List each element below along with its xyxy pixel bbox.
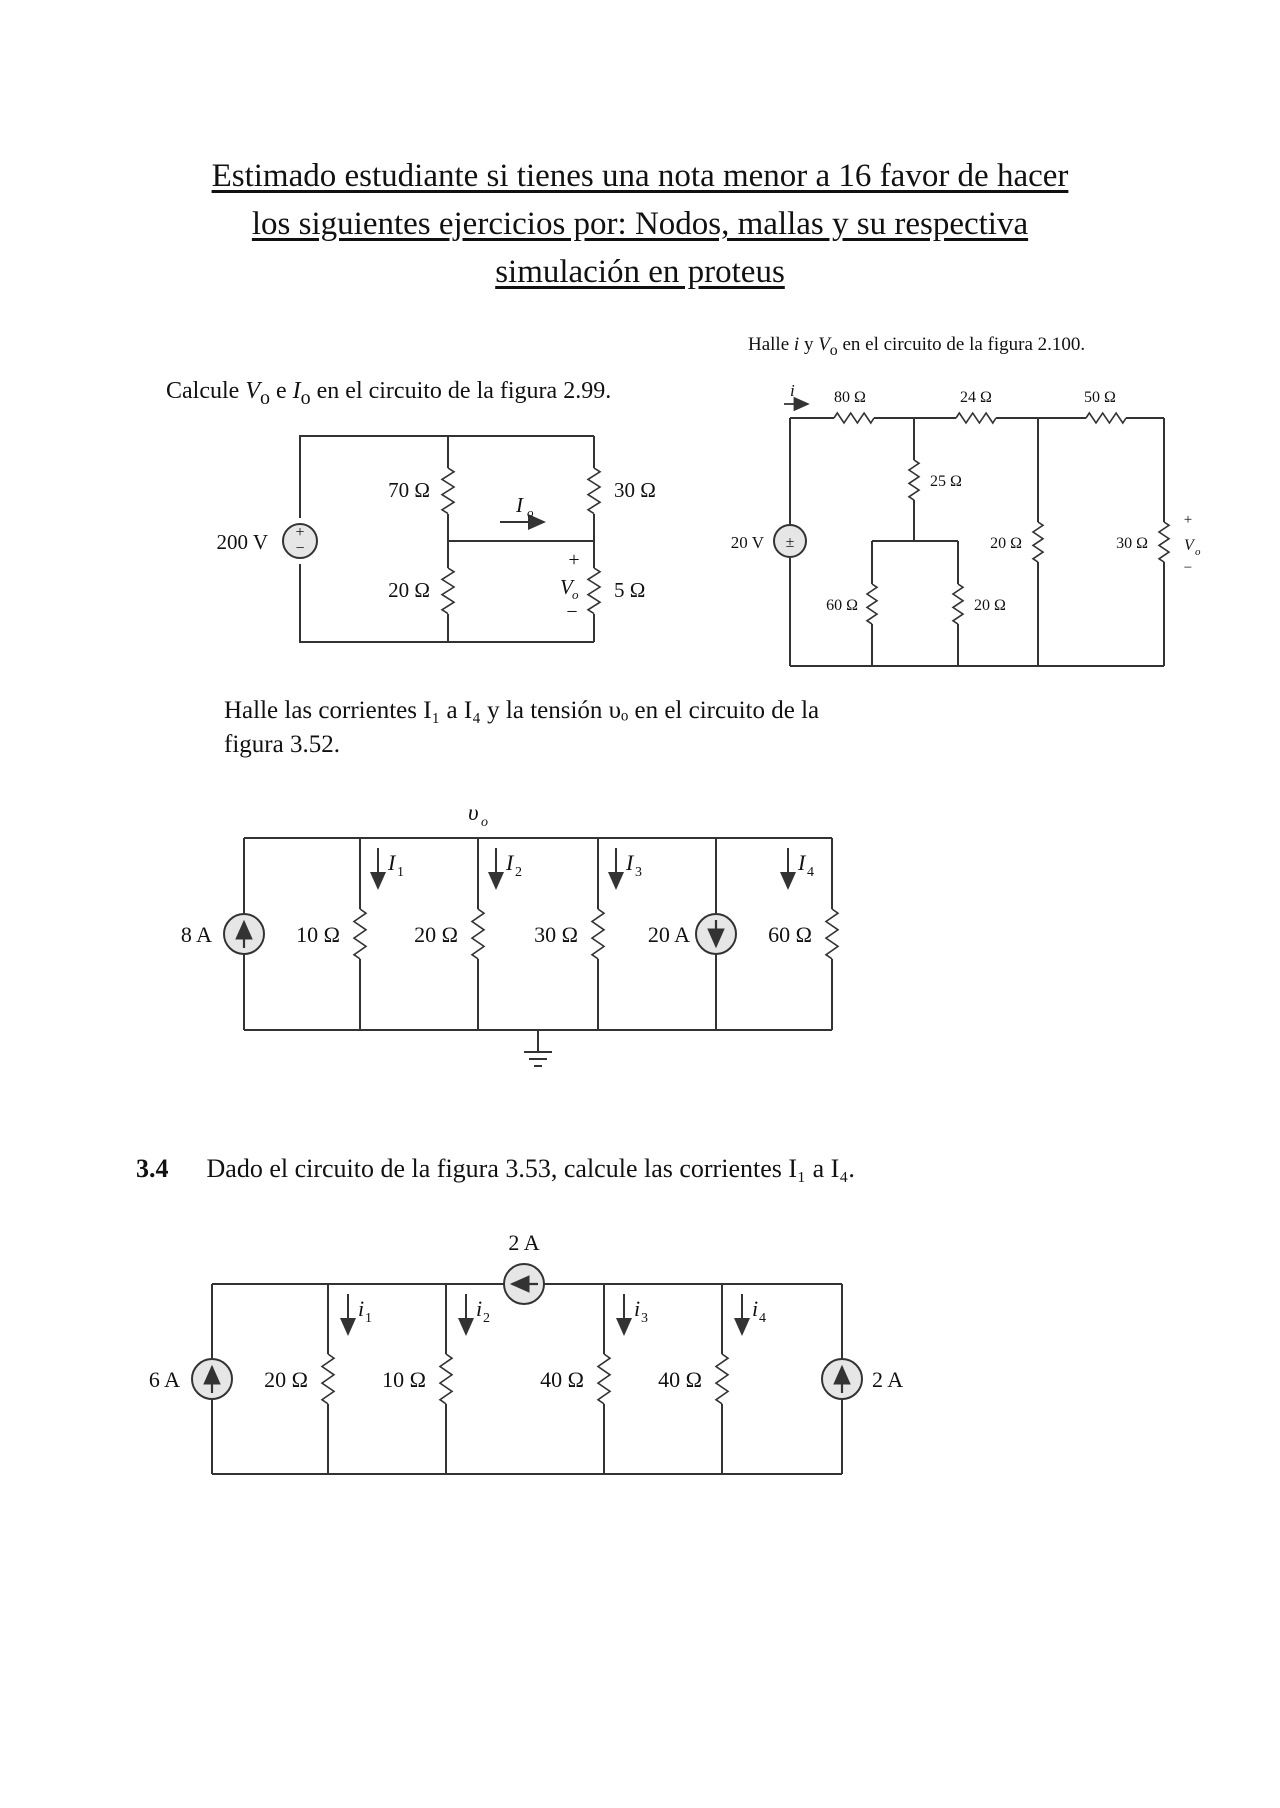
resistor-20 bbox=[442, 568, 454, 614]
p3-I4-sub: 4 bbox=[807, 865, 814, 880]
resistor-10 bbox=[354, 909, 366, 959]
p4-text: Dado el circuito de la figura 3.53, calcule las corrientes I₁ a I₄. bbox=[206, 1154, 855, 1183]
resistor-10-b bbox=[440, 1354, 452, 1404]
p2-source-label: 20 V bbox=[730, 533, 764, 552]
p2-r30-label: 30 Ω bbox=[1116, 535, 1148, 552]
p1-r30-label: 30 Ω bbox=[614, 478, 656, 502]
p2-r50-label: 50 Ω bbox=[1084, 389, 1116, 406]
p4-src6-label: 6 A bbox=[148, 1367, 180, 1392]
p4-i3: i bbox=[634, 1296, 641, 1321]
resistor-20a bbox=[1033, 522, 1043, 562]
title-line-2: los siguientes ejercicios por: Nodos, mallas y su respectiva bbox=[251, 206, 1029, 242]
p2-r60-label: 60 Ω bbox=[826, 597, 858, 614]
p2-r20b-label: 20 Ω bbox=[974, 597, 1006, 614]
p4-number: 3.4 bbox=[136, 1154, 169, 1183]
p2-r24-label: 24 Ω bbox=[960, 389, 992, 406]
p3-r60-label: 60 Ω bbox=[768, 922, 812, 947]
p1-vo-letter: V bbox=[560, 575, 573, 599]
p1-vo: V bbox=[245, 378, 260, 404]
p3-line-2: figura 3.52. bbox=[224, 731, 340, 758]
p3-I4: I bbox=[798, 850, 806, 875]
resistor-50 bbox=[1086, 413, 1126, 423]
figure-3-52 bbox=[181, 800, 838, 1066]
p1-io: I bbox=[292, 378, 301, 404]
p2-i: i bbox=[793, 334, 800, 355]
p2-y: y bbox=[799, 334, 819, 355]
p3-src8-label: 8 A bbox=[180, 922, 212, 947]
resistor-60 bbox=[826, 909, 838, 959]
p2-r80-label: 80 Ω bbox=[834, 389, 866, 406]
resistor-60 bbox=[867, 584, 877, 624]
p4-i4-sub: 4 bbox=[759, 1311, 766, 1326]
p3-line-1: Halle las corrientes I₁ a I₄ y la tensión υₒ en el circuito de la bbox=[224, 697, 820, 724]
p4-i2-sub: 2 bbox=[483, 1311, 490, 1326]
p3-r20-label: 20 Ω bbox=[414, 922, 458, 947]
resistor-40a bbox=[598, 1354, 610, 1404]
p3-r30-label: 30 Ω bbox=[534, 922, 578, 947]
p3-vo: υ bbox=[468, 800, 479, 825]
p2-vo-plus: + bbox=[1183, 512, 1193, 528]
p4-r40b-label: 40 Ω bbox=[658, 1367, 702, 1392]
p3-I1-sub: 1 bbox=[397, 865, 404, 880]
resistor-20 bbox=[472, 909, 484, 959]
p2-text-a: Halle bbox=[748, 334, 794, 355]
resistor-5 bbox=[588, 568, 600, 614]
p2-vo-letter-sub: o bbox=[1195, 546, 1201, 558]
title-line-3: simulación en proteus bbox=[495, 254, 785, 290]
p1-source-label: 200 V bbox=[216, 530, 268, 554]
resistor-70 bbox=[442, 468, 454, 514]
p1-vo-plus: + bbox=[568, 549, 580, 571]
p4-r10-label: 10 Ω bbox=[382, 1367, 426, 1392]
figure-2-99 bbox=[216, 436, 655, 642]
p3-I3: I bbox=[626, 850, 634, 875]
p4-r20-label: 20 Ω bbox=[264, 1367, 308, 1392]
p1-vo-letter-sub: o bbox=[572, 587, 579, 602]
resistor-25 bbox=[909, 460, 919, 500]
p1-io-letter: I bbox=[516, 493, 523, 517]
title-line-1: Estimado estudiante si tienes una nota menor a 16 favor de hacer bbox=[211, 158, 1069, 194]
p3-src20-label: 20 A bbox=[647, 922, 690, 947]
p1-and: e bbox=[269, 378, 293, 404]
p4-r40a-label: 40 Ω bbox=[540, 1367, 584, 1392]
p4-i2: i bbox=[476, 1296, 483, 1321]
p2-src-sign: ± bbox=[785, 534, 795, 551]
p1-vo-minus: − bbox=[566, 601, 578, 623]
resistor-30b bbox=[1159, 522, 1169, 562]
p1-r70-label: 70 Ω bbox=[388, 478, 430, 502]
p2-vo-minus: − bbox=[1183, 560, 1193, 576]
p4-src-top-label: 2 A bbox=[508, 1230, 540, 1255]
p2-vo: V bbox=[818, 334, 830, 355]
src-plus: + bbox=[295, 524, 305, 541]
p2-r20a-label: 20 Ω bbox=[990, 535, 1022, 552]
p3-I2-sub: 2 bbox=[515, 865, 522, 880]
p2-r25-label: 25 Ω bbox=[930, 473, 962, 490]
resistor-30 bbox=[588, 468, 600, 514]
src-minus: − bbox=[295, 540, 305, 557]
p1-io-sub: o bbox=[300, 386, 311, 409]
p3-vo-sub: o bbox=[481, 815, 488, 830]
p4-i1-sub: 1 bbox=[365, 1311, 372, 1326]
resistor-24 bbox=[956, 413, 996, 423]
resistor-30 bbox=[592, 909, 604, 959]
resistor-20b bbox=[953, 584, 963, 624]
p3-I2: I bbox=[506, 850, 514, 875]
p1-vo-sub: o bbox=[259, 386, 270, 409]
p1-text-b: en el circuito de la figura 2.99. bbox=[310, 378, 612, 404]
p1-r5-label: 5 Ω bbox=[614, 578, 646, 602]
p1-io-letter-sub: o bbox=[527, 505, 534, 520]
p4-i3-sub: 3 bbox=[641, 1311, 648, 1326]
figure-3-53 bbox=[149, 1230, 903, 1474]
p3-I3-sub: 3 bbox=[635, 865, 642, 880]
resistor-80 bbox=[834, 413, 874, 423]
p4-i4: i bbox=[752, 1296, 759, 1321]
p2-vo-sub: o bbox=[829, 341, 838, 359]
figure-2-100 bbox=[731, 381, 1201, 666]
p3-r10-label: 10 Ω bbox=[296, 922, 340, 947]
p3-I1: I bbox=[388, 850, 396, 875]
resistor-20-b bbox=[322, 1354, 334, 1404]
p4-src2-label: 2 A bbox=[872, 1367, 904, 1392]
p4-i1: i bbox=[358, 1296, 365, 1321]
p1-r20-label: 20 Ω bbox=[388, 578, 430, 602]
p2-text-b: en el circuito de la figura 2.100. bbox=[837, 334, 1086, 355]
ground-icon bbox=[524, 1030, 552, 1066]
p1-text-a: Calcule bbox=[166, 378, 246, 404]
p2-i-label: i bbox=[790, 381, 795, 400]
resistor-40b bbox=[716, 1354, 728, 1404]
p2-vo-letter: V bbox=[1184, 537, 1194, 554]
